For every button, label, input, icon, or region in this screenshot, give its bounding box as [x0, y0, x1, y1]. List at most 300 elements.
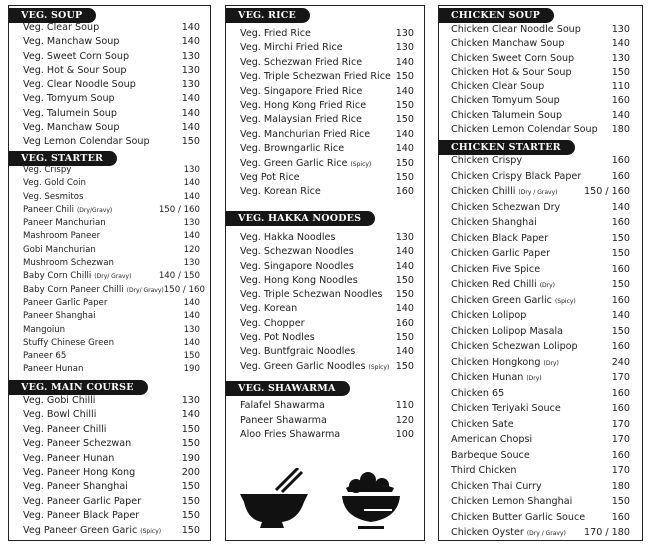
item-price: 170: [611, 418, 630, 430]
item-name: [240, 332, 396, 343]
menu-item: [451, 110, 630, 124]
menu-item: [240, 246, 414, 260]
item-name-text: Paneer 65: [23, 351, 67, 362]
item-price: 150: [181, 524, 200, 536]
item-price: 140: [181, 107, 200, 119]
item-price: 130: [181, 50, 200, 62]
menu-item: [240, 261, 414, 275]
item-name-text: Chicken Clear Soup: [451, 81, 545, 93]
item-price: 140: [611, 38, 630, 50]
item-price: 140: [181, 93, 200, 105]
item-price: 160: [395, 317, 414, 329]
item-price: 140: [395, 128, 414, 140]
item-name-text: Veg. Hong Kong Noodles: [240, 274, 358, 286]
item-price: 160: [611, 263, 630, 275]
item-name-text: Stuffy Chinese Green: [23, 337, 115, 348]
menu-item: [451, 310, 630, 326]
menu-item: [451, 388, 630, 404]
item-name: [23, 496, 182, 507]
item-name: [240, 28, 396, 39]
item-price: 160: [611, 341, 630, 352]
item-note: (Dry/Gravy): [76, 206, 113, 214]
item-name-text: Veg. Gobi Chilli: [23, 395, 96, 406]
item-note: (Dry/ Gravy): [126, 286, 164, 294]
item-price: 180: [611, 124, 630, 136]
item-name-text: Veg. Talumein Soup: [23, 107, 117, 119]
menu-item: [23, 311, 200, 324]
item-price: 150: [611, 279, 630, 290]
menu-section: [226, 28, 424, 201]
item-name-text: Chicken Lolipop: [451, 310, 527, 321]
item-price: 200: [181, 466, 200, 478]
menu-item: [23, 284, 205, 298]
item-name-text: Veg. Schezwan Noodles: [240, 246, 354, 258]
menu-item: [23, 218, 200, 231]
item-price: 140: [611, 201, 630, 213]
item-name-text: Veg. Hong Kong Fried Rice: [240, 99, 367, 111]
item-price: 130: [183, 324, 200, 335]
menu-item: [451, 264, 630, 280]
item-name: [23, 108, 182, 119]
menu-item: [240, 232, 414, 246]
menu-item: [23, 271, 200, 284]
item-price: 140: [181, 36, 200, 48]
item-name: [451, 53, 612, 64]
item-price: 140: [181, 122, 200, 134]
item-name: [23, 364, 184, 374]
item-price: 140: [395, 56, 414, 68]
item-price: 130: [395, 232, 414, 243]
menu-item: [23, 453, 200, 467]
item-price: 140: [181, 22, 200, 33]
item-name-text: Chicken Schezwan Dry: [451, 201, 561, 213]
menu-column-1: [8, 5, 211, 541]
menu-item: [240, 400, 414, 415]
menu-section: [226, 400, 424, 444]
section-header: CHICKEN SOUP: [439, 8, 554, 23]
item-price: 120: [183, 244, 200, 255]
item-name-text: Veg. Sweet Corn Soup: [23, 50, 130, 62]
menu-item: [451, 341, 630, 357]
item-price: 150: [183, 351, 200, 362]
menu-item: [23, 338, 200, 351]
item-name: [23, 311, 184, 321]
menu-item: [240, 114, 414, 128]
item-name-text: Chicken Chilli: [451, 186, 516, 197]
item-name: [451, 496, 612, 507]
item-name: [240, 346, 396, 357]
item-name: [451, 217, 612, 228]
item-price: 140: [181, 409, 200, 421]
item-name: [23, 424, 182, 435]
menu-item: [451, 95, 630, 109]
menu-item: [23, 245, 200, 258]
menu-item: [23, 364, 200, 377]
menu-item: [23, 36, 200, 50]
item-name: [451, 155, 612, 166]
item-name: [23, 36, 182, 47]
menu-item: [23, 258, 200, 271]
item-name-text: Veg. Buntfgraic Noodles: [240, 346, 356, 358]
item-name: [240, 246, 396, 257]
item-price: 150: [395, 99, 414, 111]
item-name: [451, 450, 612, 461]
item-price: 150: [611, 325, 630, 337]
menu-item: [23, 122, 200, 136]
item-name: [451, 481, 612, 492]
item-name-text: American Chopsi: [451, 434, 533, 445]
menu-item: [240, 318, 414, 332]
menu-item: [240, 129, 414, 143]
item-name-text: Chicken Clear Noodle Soup: [451, 24, 581, 35]
item-price: 140: [395, 143, 414, 155]
item-name: [23, 395, 182, 406]
menu-item: [23, 51, 200, 65]
item-price: 160: [395, 186, 414, 198]
menu-item: [240, 289, 414, 303]
item-price: 140: [183, 311, 200, 322]
item-name-text: Veg. Crispy: [23, 165, 72, 175]
item-name: [23, 165, 184, 175]
item-price: 180: [611, 480, 630, 492]
item-name-text: Chicken Shanghai: [451, 217, 537, 228]
item-name-text: Third Chicken: [451, 465, 517, 476]
menu-item: [451, 24, 630, 38]
menu-item: [451, 155, 630, 171]
item-price: 150: [395, 114, 414, 126]
item-name-text: Veg. Pot Nodles: [240, 332, 315, 344]
item-name: [240, 303, 396, 314]
item-name-text: Chicken Lemon Shanghai: [451, 496, 573, 507]
menu-item: [240, 28, 414, 42]
item-name: [240, 261, 396, 272]
menu-column-2: [225, 5, 425, 541]
menu-item: [451, 434, 630, 450]
item-name: [240, 186, 396, 197]
item-name: [451, 527, 584, 538]
item-name: [451, 326, 612, 337]
item-name-text: Chicken Schezwan Lolipop: [451, 341, 578, 352]
item-name: [451, 403, 612, 414]
item-price: 130: [611, 24, 630, 35]
item-name-text: Chicken Butter Garlic Souce: [451, 511, 586, 523]
menu-item: [451, 233, 630, 249]
item-note: (Dry / Gravy): [518, 189, 558, 196]
item-price: 160: [611, 449, 630, 461]
item-name-text: Mushroom Schezwan: [23, 258, 114, 269]
menu-item: [451, 53, 630, 67]
item-name-text: Chicken Black Paper: [451, 232, 549, 244]
item-name-text: Chicken Hongkong: [451, 356, 541, 368]
item-price: 150: [611, 496, 630, 507]
menu-section: [439, 24, 642, 138]
menu-item: [451, 372, 630, 388]
menu-item: [23, 65, 200, 79]
item-price: 150 / 160: [584, 186, 630, 197]
item-name-text: Veg. Browngarlic Rice: [240, 143, 345, 155]
item-price: 130: [183, 218, 200, 229]
item-name-text: Baby Corn Chilli: [23, 271, 92, 282]
item-name-text: Chicken Green Garlic: [451, 294, 552, 306]
item-name-text: Paneer Shanghai: [23, 311, 96, 322]
item-name: [23, 218, 184, 228]
item-name-text: Paneer Chili: [23, 204, 74, 215]
item-price: 140: [611, 109, 630, 121]
item-note: (Spicy): [368, 363, 390, 371]
section-header: VEG. MAIN COURSE: [9, 380, 148, 395]
menu-item: [23, 496, 200, 510]
item-price: 130: [395, 42, 414, 54]
item-name: [240, 86, 396, 97]
item-price: 170: [611, 465, 630, 476]
item-price: 160: [611, 155, 630, 166]
menu-section: [439, 155, 642, 543]
item-price: 130: [183, 165, 200, 175]
menu-item: [240, 172, 414, 186]
item-name-text: Chicken Hunan: [451, 372, 524, 383]
item-price: 150: [395, 171, 414, 183]
section-header: VEG. SHAWARMA: [226, 381, 350, 396]
item-name: [451, 357, 612, 368]
item-price: 150: [395, 71, 414, 83]
item-name-text: Mashroom Paneer: [23, 231, 101, 242]
item-name: [451, 372, 612, 383]
menu-item: [240, 100, 414, 114]
menu-item: [23, 351, 200, 364]
item-name: [240, 129, 396, 140]
item-price: 150: [181, 495, 200, 507]
item-name-text: Chicken Thai Curry: [451, 480, 542, 492]
item-name: [240, 158, 396, 169]
item-name: [240, 275, 396, 286]
item-price: 140: [183, 191, 200, 202]
menu-item: [23, 525, 200, 539]
item-name: [240, 71, 396, 82]
item-price: 130: [611, 52, 630, 64]
item-name: [451, 124, 612, 135]
item-name: [451, 171, 612, 182]
item-price: 160: [611, 217, 630, 228]
item-name-text: Veg. Green Garlic Noodles: [240, 360, 366, 372]
item-name-text: Chicken Lemon Colendar Soup: [451, 124, 598, 136]
item-name-text: Veg. Triple Schezwan Noodles: [240, 289, 383, 301]
item-name: [23, 510, 182, 521]
item-note: (Dry): [539, 282, 556, 289]
item-price: 160: [611, 403, 630, 414]
item-price: 170: [611, 372, 630, 383]
item-name-text: Veg. Korean Rice: [240, 186, 321, 198]
menu-item: [23, 108, 200, 122]
item-name: [23, 453, 182, 464]
item-name-text: Chicken Crispy Black Paper: [451, 170, 582, 182]
item-name-text: Veg Pot Rice: [240, 171, 300, 183]
item-name-text: Chicken Sweet Corn Soup: [451, 52, 575, 64]
item-price: 150 / 160: [158, 204, 200, 215]
item-name: [451, 95, 612, 106]
item-name: [23, 65, 182, 76]
menu-item: [451, 202, 630, 218]
menu-item: [23, 192, 200, 205]
item-name: [23, 271, 159, 281]
item-price: 150: [395, 274, 414, 286]
menu-section: [9, 395, 210, 539]
item-name: [451, 81, 612, 92]
menu-item: [240, 158, 414, 172]
item-price: 150: [181, 438, 200, 450]
item-name-text: Chicken Crispy: [451, 155, 523, 166]
menu-item: [451, 496, 630, 512]
item-name: [23, 481, 182, 492]
item-name: [23, 178, 184, 188]
section-header: VEG. SOUP: [9, 8, 96, 23]
item-name: [451, 512, 612, 523]
item-name-text: Aloo Fries Shawarma: [240, 429, 341, 440]
item-name-text: Veg. Paneer Hong Kong: [23, 466, 136, 478]
menu-item: [451, 326, 630, 342]
item-name-text: Veg. Paneer Black Paper: [23, 510, 140, 522]
menu-item: [451, 419, 630, 435]
item-name-text: Chicken Lolipop Masala: [451, 325, 564, 337]
item-name-text: Chicken Five Spice: [451, 263, 541, 275]
item-name-text: Veg. Fried Rice: [240, 28, 311, 39]
item-price: 160: [611, 294, 630, 306]
item-name-text: Veg. Paneer Chilli: [23, 423, 107, 435]
item-name: [451, 388, 612, 399]
item-name: [23, 467, 182, 478]
item-price: 140: [395, 85, 414, 97]
item-price: 100: [395, 429, 414, 440]
item-name-text: Veg. Mirchi Fried Rice: [240, 42, 343, 54]
item-name-text: Veg. Paneer Schezwan: [23, 438, 132, 450]
item-name: [23, 192, 184, 202]
item-name: [451, 67, 612, 78]
item-name-text: Veg. Bowl Chilli: [23, 409, 97, 421]
item-price: 140: [395, 260, 414, 272]
item-name: [240, 318, 396, 329]
item-name: [240, 361, 396, 372]
salad-bowl-icon: [342, 472, 400, 529]
item-note: (Dry/ Gravy): [94, 273, 132, 281]
item-price: 240: [611, 356, 630, 368]
menu-item: [451, 67, 630, 81]
menu-item: [23, 136, 200, 150]
item-name-text: Chicken Hot & Sour Soup: [451, 66, 572, 78]
menu-item: [240, 186, 414, 200]
menu-item: [451, 279, 630, 295]
menu-section: [9, 22, 210, 151]
menu-item: [240, 57, 414, 71]
item-name: [23, 245, 184, 255]
item-name: [451, 233, 612, 244]
item-price: 170 / 180: [584, 527, 630, 538]
item-name-text: Veg. Gold Coin: [23, 178, 87, 189]
item-name-text: Falafel Shawarma: [240, 400, 325, 411]
item-name: [23, 298, 184, 308]
item-name-text: Chicken Tomyum Soup: [451, 95, 560, 107]
item-name-text: Veg. Clear Soup: [23, 22, 100, 33]
item-name: [451, 310, 612, 321]
item-price: 140: [395, 246, 414, 258]
menu-item: [451, 171, 630, 187]
menu-item: [23, 93, 200, 107]
item-name-text: Veg. Singapore Noodles: [240, 260, 354, 272]
item-name-text: Veg. Paneer Shanghai: [23, 481, 128, 493]
item-name: [240, 429, 396, 440]
item-name: [451, 186, 584, 197]
item-price: 160: [611, 95, 630, 107]
item-price: 170: [611, 434, 630, 445]
item-name: [23, 51, 182, 62]
item-name-text: Veg Paneer Green Garic: [23, 524, 138, 536]
item-name: [451, 341, 612, 352]
decorative-icons: [236, 468, 414, 530]
menu-item: [23, 395, 200, 409]
item-name: [23, 258, 184, 268]
item-name-text: Chicken Sate: [451, 418, 514, 430]
item-name: [240, 172, 396, 183]
item-name-text: Barbeque Souce: [451, 449, 530, 461]
item-price: 150: [181, 510, 200, 522]
item-name: [451, 24, 612, 35]
item-name-text: Veg. Sesmitos: [23, 191, 84, 202]
item-name-text: Veg. Triple Schezwan Fried Rice: [240, 71, 391, 83]
item-price: 160: [611, 387, 630, 399]
menu-item: [23, 178, 200, 191]
menu-item: [23, 79, 200, 93]
item-price: 130: [183, 258, 200, 269]
menu-item: [23, 409, 200, 423]
item-price: 150: [395, 289, 414, 301]
item-name-text: Veg. Korean: [240, 303, 298, 315]
item-name-text: Veg. Paneer Hunan: [23, 452, 115, 464]
item-name: [451, 264, 612, 275]
menu-item: [240, 361, 414, 375]
item-name: [240, 114, 396, 125]
item-name: [23, 93, 182, 104]
item-name: [23, 525, 182, 536]
menu-item: [451, 357, 630, 373]
section-header: VEG. RICE: [226, 8, 310, 23]
item-name: [240, 415, 396, 426]
item-price: 120: [395, 414, 414, 426]
item-price: 130: [181, 79, 200, 91]
item-name-text: Veg. Chopper: [240, 317, 305, 329]
item-price: 110: [611, 81, 630, 93]
menu-item: [23, 438, 200, 452]
item-price: 140: [611, 310, 630, 321]
menu-item: [23, 22, 200, 36]
item-name: [451, 465, 612, 476]
item-name: [451, 110, 612, 121]
item-price: 110: [395, 400, 414, 411]
item-name: [23, 438, 182, 449]
item-price: 140: [183, 231, 200, 242]
menu-section: [9, 165, 210, 378]
item-name-text: Veg. Manchaw Soup: [23, 122, 120, 134]
menu-item: [451, 295, 630, 311]
item-name-text: Veg. Clear Noodle Soup: [23, 79, 136, 91]
item-name-text: Veg. Manchaw Soup: [23, 36, 120, 48]
item-name: [23, 351, 184, 361]
item-name-text: Veg. Paneer Garlic Paper: [23, 495, 142, 507]
item-name: [23, 285, 164, 295]
menu-section: [226, 232, 424, 375]
item-name-text: Veg Lemon Colendar Soup: [23, 136, 150, 148]
menu-item: [240, 275, 414, 289]
section-header: VEG. STARTER: [9, 151, 117, 166]
item-price: 140: [395, 303, 414, 315]
item-name: [240, 232, 396, 243]
